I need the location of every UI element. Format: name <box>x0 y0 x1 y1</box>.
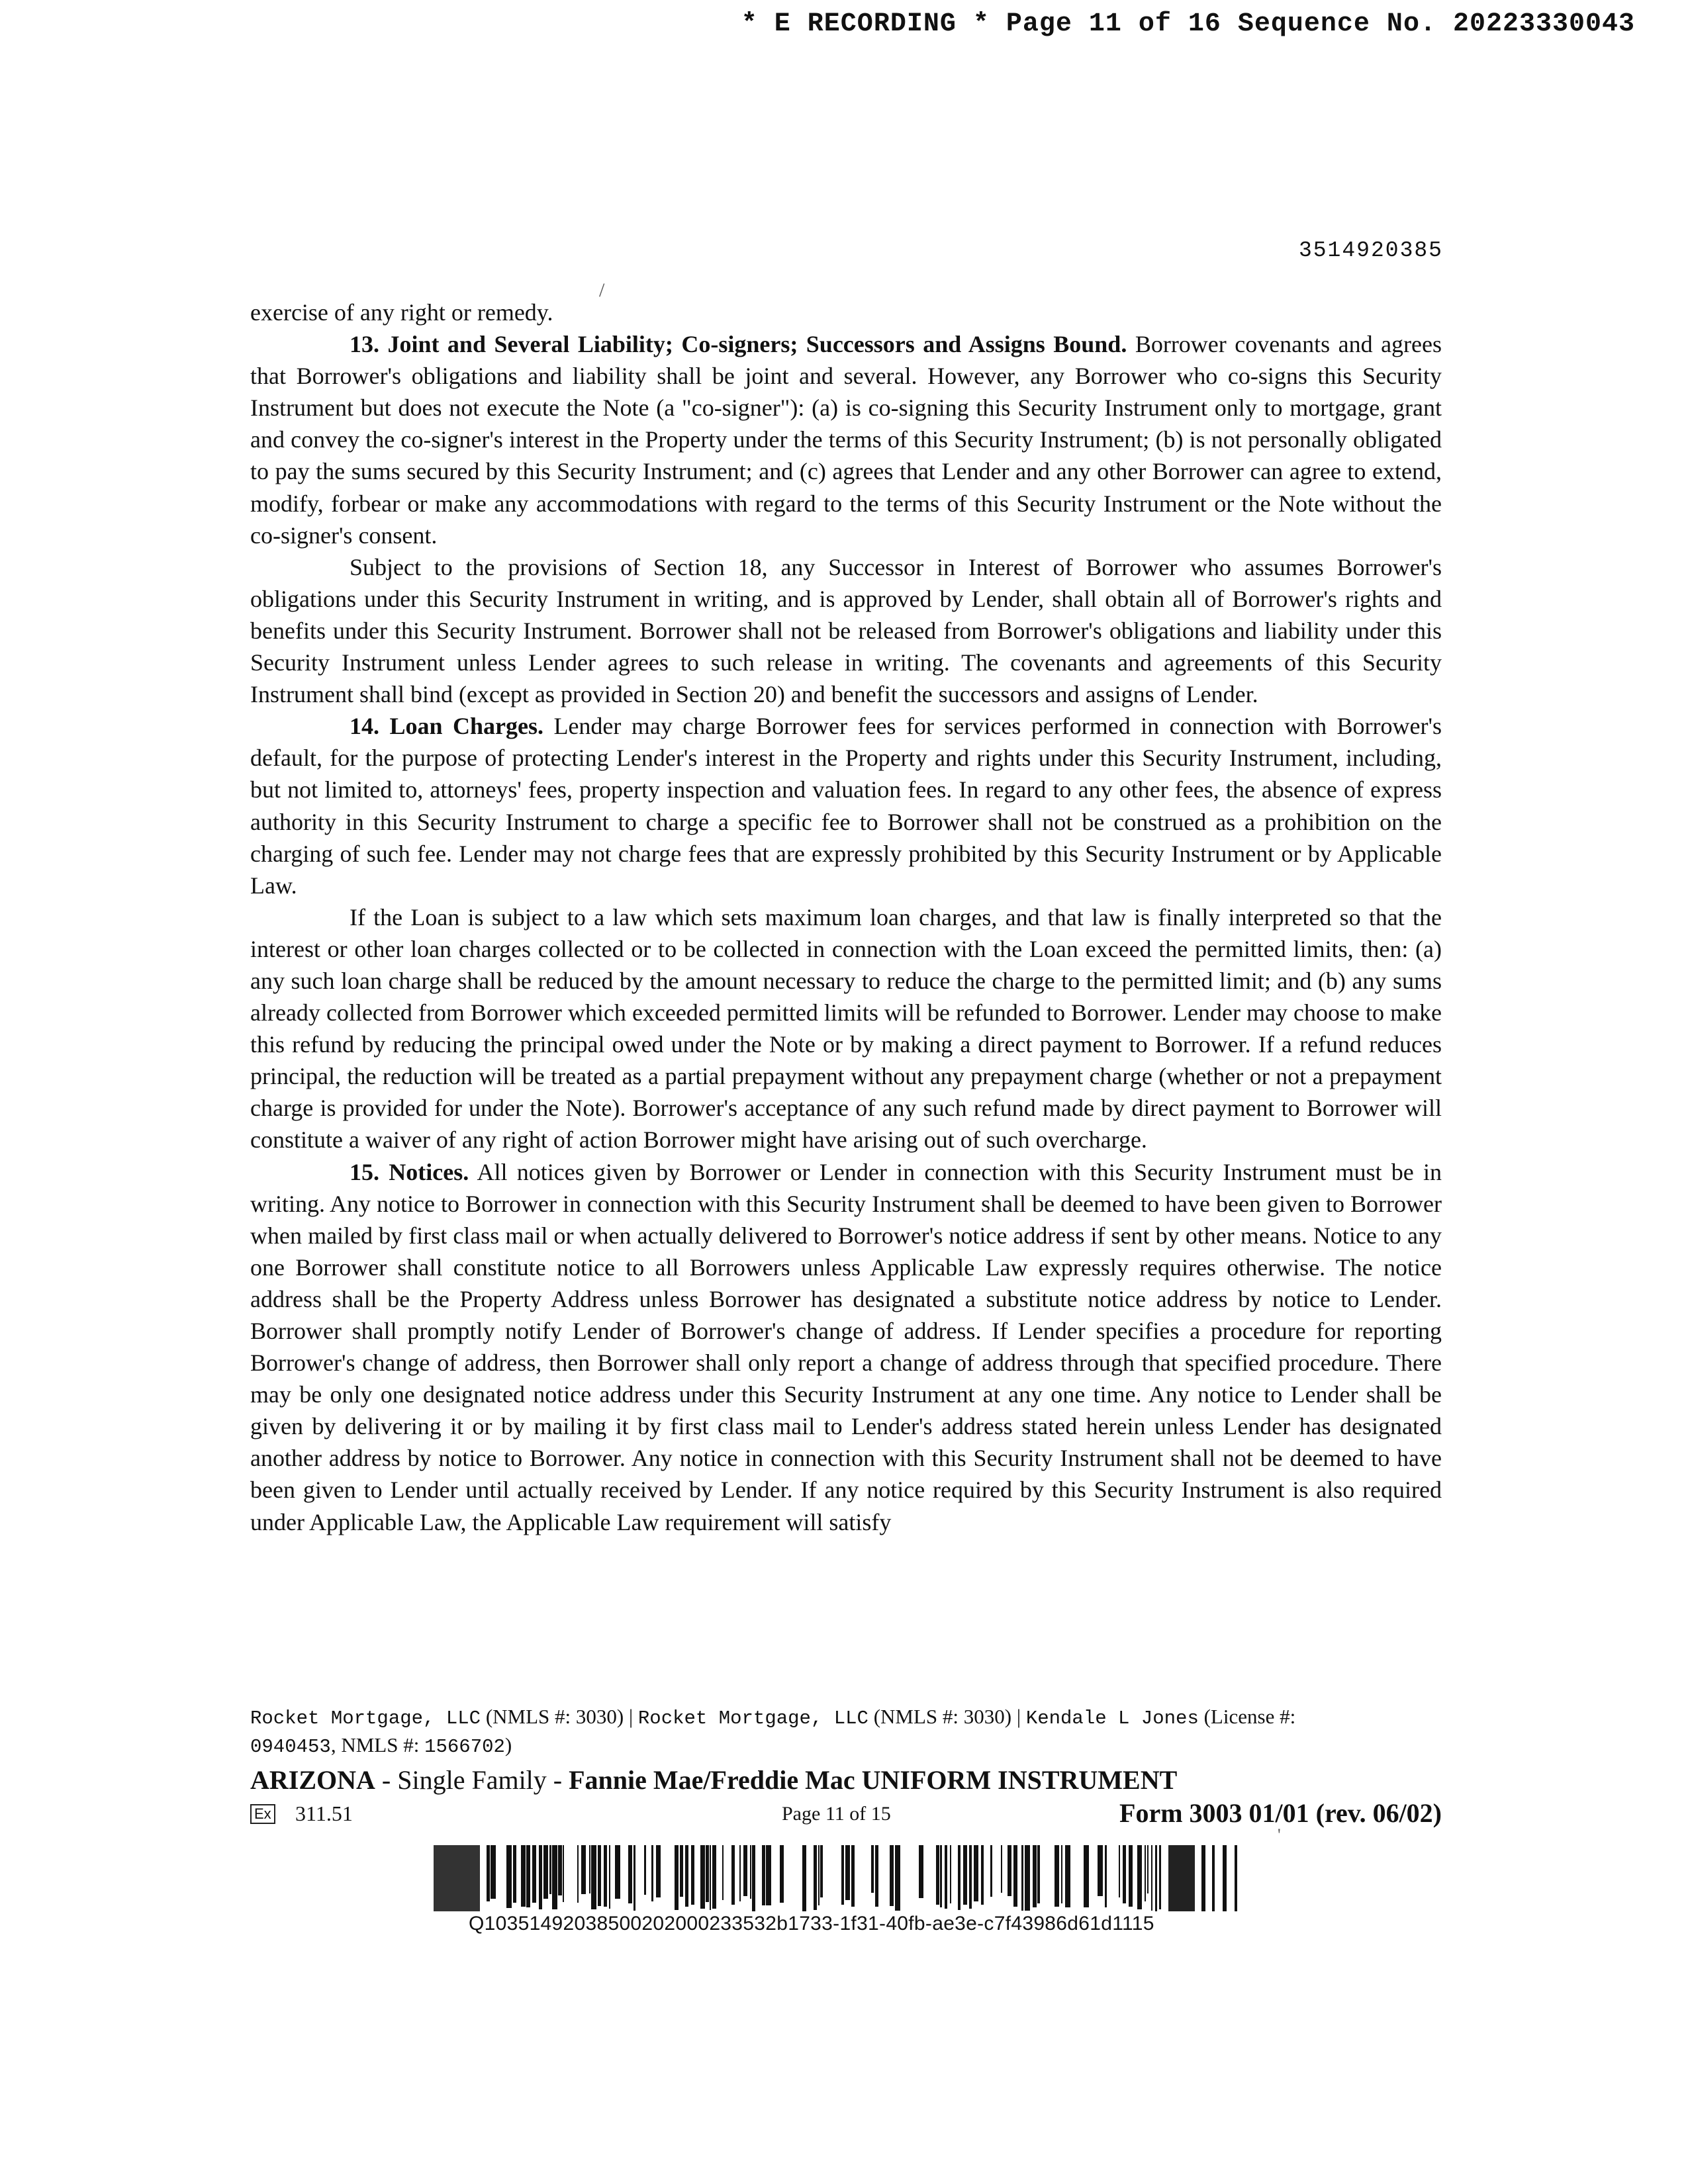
section-13-title: 13. Joint and Several Liability; Co-signers; Successors and Assigns Bound. <box>350 331 1127 358</box>
recording-header: * E RECORDING * Page 11 of 16 Sequence No. 20223330043 <box>741 9 1635 39</box>
section-14-text: Lender may charge Borrower fees for services performed in connection with Borrower's default, for the purpose of protecting Lender's interest in the Property and rights under this Security Instrument, including, but not limited to, attorneys' fees, property inspection and valuation fees. In regard to any other fees, the absence of express authority in this Security Instrument to charge a specific fee to Borrower shall not be construed as a prohibition on the charging of such fee. Lender may not charge fees that are expressly prohibited by this Security Instrument or by Applicable Law. <box>250 713 1442 899</box>
document-body <box>250 296 1442 1538</box>
barcode-text: Q10351492038500202000233532b1733-1f31-40fb-ae3e-c7f43986d61d1115 <box>469 1913 1154 1934</box>
form-number: Form 3003 01/01 (rev. 06/02) <box>1119 1798 1442 1828</box>
nmls-number: 1566702 <box>424 1736 505 1758</box>
lender-nmls-2: (NMLS #: 3030) | <box>868 1705 1026 1728</box>
section-13-paragraph-2: Subject to the provisions of Section 18, any Successor in Interest of Borrower who assumes Borrower's obligations under this Security Instrument in writing, and is approved by Lender, shall obtain all of Borrower's rights and benefits under this Security Instrument. Borrower shall not be released from Borrower's obligations and liability under this Security Instrument unless Lender agrees to such release in writing. The covenants and agreements of this Security Instrument shall bind (except as provided in Section 20) and benefit the successors and assigns of Lender. <box>250 553 1442 708</box>
lender-nmls: (NMLS #: 3030) | <box>481 1705 638 1728</box>
section-14 <box>250 710 1442 901</box>
section-14-paragraph-2: If the Loan is subject to a law which sets maximum loan charges, and that law is finally interpreted so that the interest or other loan charges collected or to be collected in connection with the Loan exceed the permitted limits, then: (a) any such loan charge shall be reduced by the amount necessary to reduce the charge to the permitted limit; and (b) any sums already collected from Borrower which exceeded permitted limits will be refunded to Borrower. Lender may choose to make this refund by reducing the principal owed under the Note or by making a direct payment to Borrower. If a refund reduces principal, the reduction will be treated as a partial prepayment without any prepayment charge (whether or not a prepayment charge is provided for under the Note). Borrower's acceptance of any such refund made by direct payment to Borrower will constitute a waiver of any right of action Borrower might have arising out of such overcharge. <box>250 903 1442 1154</box>
license-number: 0940453 <box>250 1736 331 1758</box>
barcode <box>434 1845 1251 1911</box>
form-code: 311.51 <box>295 1801 353 1825</box>
form-footer-row <box>250 1800 1442 1833</box>
section-15-title: 15. Notices. <box>350 1158 469 1185</box>
paragraph-continuation: exercise of any right or remedy. <box>250 299 553 326</box>
uniform-instrument: Fannie Mae/Freddie Mac UNIFORM INSTRUMENT <box>569 1765 1178 1795</box>
section-13 <box>250 328 1442 551</box>
stray-mark: ' <box>1278 1825 1281 1844</box>
section-15 <box>250 1156 1442 1538</box>
section-14-title: 14. Loan Charges. <box>350 713 543 740</box>
license-label: (License #: <box>1198 1705 1296 1728</box>
nmls-close: ) <box>504 1733 512 1756</box>
lender-name-2: Rocket Mortgage, LLC <box>637 1707 868 1729</box>
form-code-box: Ex <box>250 1804 275 1824</box>
loan-number: 3514920385 <box>1298 238 1443 263</box>
state-name: ARIZONA <box>250 1765 375 1795</box>
section-13-text: Borrower covenants and agrees that Borrower's obligations and liability shall be joint and several. However, any Borrower who co-signs this Security Instrument but does not execute the Note (a "co-signer"): (a) is co-signing this Security Instrument only to mortgage, grant and convey the co-signer's interest in the Property under the terms of this Security Instrument; (b) is not personally obligated to pay the sums secured by this Security Instrument; and (c) agrees that Lender and any other Borrower can agree to extend, modify, forbear or make any accommodations with regard to the terms of this Security Instrument or the Note without the co-signer's consent. <box>250 331 1442 549</box>
loan-originator: Kendale L Jones <box>1025 1707 1199 1729</box>
nmls-label: , NMLS #: <box>330 1733 425 1756</box>
section-15-text: All notices given by Borrower or Lender in connection with this Security Instrument must be in writing. Any notice to Borrower in connection with this Security Instrument shall be deemed to have been given to Borrower when mailed by first class mail or when actually delivered to Borrower's notice address if sent by other means. Notice to any one Borrower shall constitute notice to all Borrowers unless Applicable Law expressly requires otherwise. The notice address shall be the Property Address unless Borrower has designated a substitute notice address by notice to Lender. Borrower shall promptly notify Lender of Borrower's change of address. If Lender specifies a procedure for reporting Borrower's change of address, then Borrower shall only report a change of address through that specified procedure. There may be only one designated notice address under this Security Instrument at any one time. Any notice to Lender shall be given by delivering it or by mailing it by first class mail to Lender's address stated herein unless Lender has designated another address by notice to Borrower. Any notice in connection with this Security Instrument shall not be deemed to have been given to Lender until actually received by Lender. If any notice required by this Security Instrument is also required under Applicable Law, the Applicable Law requirement will satisfy <box>250 1158 1442 1535</box>
family-type: - Single Family - <box>375 1765 569 1795</box>
footer-lender-info <box>250 1704 1442 1760</box>
stray-mark: / <box>599 279 605 301</box>
page-number: Page 11 of 15 <box>782 1803 891 1825</box>
instrument-title <box>250 1764 1177 1796</box>
lender-name: Rocket Mortgage, LLC <box>250 1707 481 1729</box>
